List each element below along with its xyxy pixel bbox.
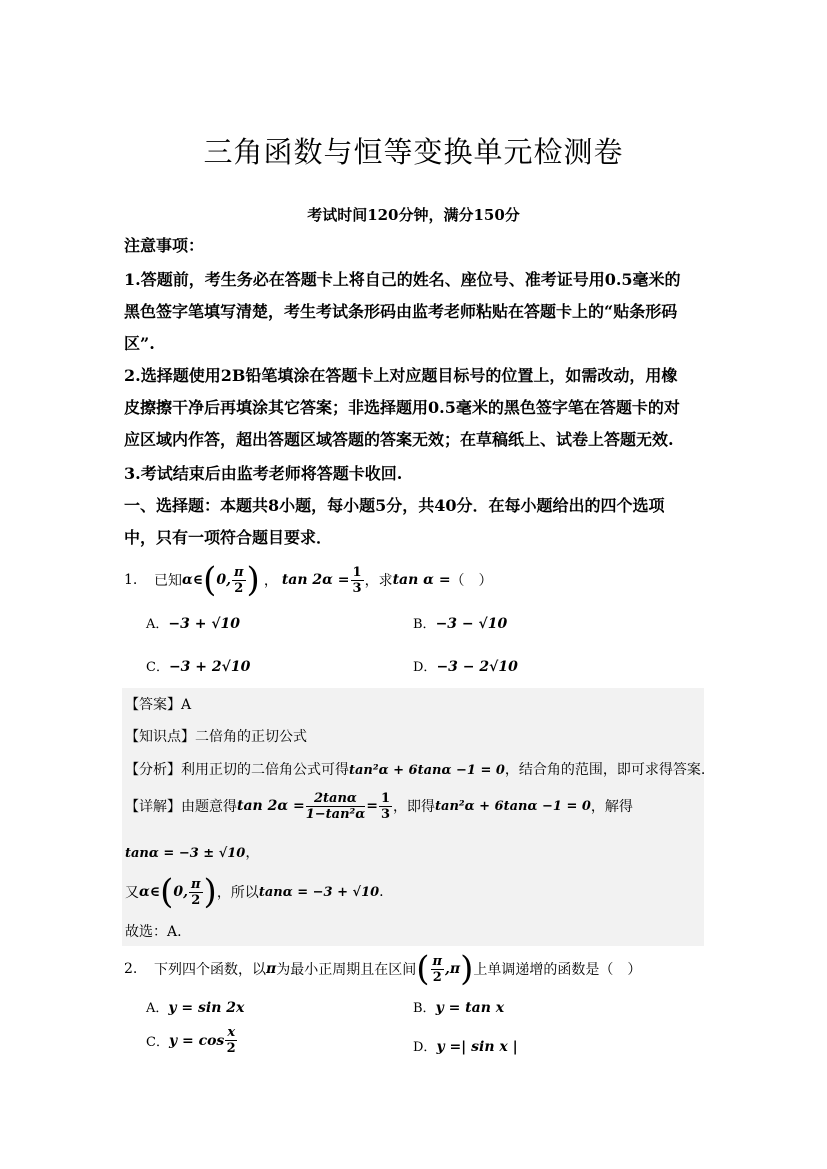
- notes-line: 皮擦擦干净后再填涂其它答案；非选择题用0.5毫米的黑色签字笔在答题卡的对: [124, 398, 680, 417]
- question-number: 1.: [124, 572, 138, 588]
- fraction: $\frac{x}{2}$: [226, 1025, 236, 1056]
- option-expression: −3 − √10: [435, 616, 508, 632]
- option-c: [146, 656, 250, 675]
- analysis-text: ，结合角的范围，即可求得答案.: [504, 762, 706, 778]
- math-expression: π: [266, 961, 277, 977]
- fraction: $\frac{1}{3}$: [380, 790, 391, 822]
- math-expression: tan α =: [392, 572, 451, 588]
- detail-text: ，即得: [393, 799, 436, 815]
- detail-text: ，解得: [590, 799, 633, 815]
- paren-left: (: [160, 872, 174, 912]
- math-expression: 0,: [216, 572, 232, 588]
- option-label: B．: [413, 617, 436, 632]
- math-expression: =: [366, 798, 378, 814]
- option-label: C．: [146, 1035, 169, 1050]
- option-d: [413, 1036, 518, 1055]
- fraction: $\frac{\pi}{2}$: [191, 876, 201, 908]
- result-line: [125, 842, 259, 862]
- fraction: $\frac{\pi}{2}$: [432, 953, 443, 985]
- paren-right: ): [460, 949, 474, 989]
- detail-line: [125, 784, 633, 828]
- option-expression: −3 + 2√10: [168, 659, 251, 675]
- notes-line: 应区域内作答，超出答题区域答题的答案无效；在草稿纸上、试卷上答题无效.: [124, 430, 674, 449]
- question-1: 1. 已知 α∈ ( 0, $\frac{\pi}{2}$ ) ， tan 2α = $\frac{1}{3}$ ，求 tan α = （ ）: [124, 560, 493, 600]
- question-number: 2.: [124, 961, 138, 977]
- conclusion-line: [125, 870, 384, 914]
- answer-line: [125, 694, 191, 714]
- analysis-line: [125, 759, 705, 779]
- punctuation: ，: [245, 845, 260, 861]
- option-b: [413, 997, 504, 1016]
- math-expression: α∈: [182, 572, 204, 588]
- math-expression: 0,: [173, 884, 189, 900]
- question-text: 下列四个函数，以: [154, 962, 266, 978]
- question-text: 上单调递增的函数是（ ）: [473, 962, 642, 978]
- paren-left: (: [203, 560, 217, 600]
- option-c: [146, 1026, 238, 1055]
- math-expression: ,π: [445, 961, 461, 977]
- option-b: [413, 613, 507, 632]
- option-label: C．: [146, 660, 169, 675]
- fraction: $\frac{2\tan\alpha}{\text{1−tan²α}}$: [305, 790, 366, 822]
- fraction: $\frac{1}{3}$: [352, 564, 362, 596]
- choose-line: 故选：A.: [125, 924, 182, 940]
- answer-value: A: [181, 697, 192, 713]
- option-expression: y = cos: [168, 1032, 225, 1049]
- detail-text: ，所以: [216, 885, 259, 901]
- notes-heading: 注意事项：: [124, 236, 205, 255]
- option-label: D．: [413, 660, 437, 675]
- question-2: [124, 947, 641, 991]
- notes-line: 3.考试结束后由监考老师将答题卡收回.: [124, 464, 403, 483]
- analysis-text: 利用正切的二倍角公式可得: [181, 762, 349, 778]
- question-text: 为最小正周期且在区间: [276, 962, 417, 978]
- math-expression: tan²α + 6tanα −1 = 0: [435, 798, 591, 814]
- punctuation: .: [379, 884, 384, 900]
- option-a: [146, 613, 240, 632]
- answer-tag: 【答案】: [125, 697, 181, 713]
- math-expression: tan 2α =: [237, 798, 305, 814]
- math-expression: tanα = −3 + √10: [258, 884, 380, 900]
- option-expression: −3 − 2√10: [436, 659, 518, 675]
- paren-left: (: [416, 949, 430, 989]
- notes-line: 1.答题前，考生务必在答题卡上将自己的姓名、座位号、准考证号用0.5毫米的: [124, 270, 681, 289]
- option-label: B．: [413, 1001, 436, 1016]
- page-title: 三角函数与恒等变换单元检测卷: [203, 135, 624, 169]
- knowledge-value: 二倍角的正切公式: [195, 729, 307, 745]
- fraction: $\frac{\pi}{2}$: [234, 564, 244, 596]
- option-expression: y = tan x: [435, 1000, 505, 1016]
- paren-right: ): [246, 560, 260, 600]
- question-text: ，求: [364, 573, 393, 589]
- exam-info: 考试时间120分钟，满分150分: [307, 206, 520, 224]
- option-a: [146, 997, 244, 1016]
- option-label: A．: [146, 617, 169, 632]
- detail-text: 由题意得: [181, 799, 237, 815]
- option-d: [413, 656, 518, 675]
- notes-line: 2.选择题使用2B铅笔填涂在答题卡上对应题目标号的位置上，如需改动，用橡: [124, 366, 678, 385]
- knowledge-tag: 【知识点】: [125, 729, 195, 745]
- notes-line: 黑色签字笔填写清楚，考生考试条形码由监考老师粘贴在答题卡上的“贴条形码: [124, 302, 678, 321]
- math-expression: tanα = −3 ± √10: [125, 846, 246, 861]
- math-expression: α∈: [139, 884, 161, 900]
- paren-right: ): [203, 872, 217, 912]
- option-label: A．: [146, 1001, 169, 1016]
- detail-tag: 【详解】: [125, 799, 181, 815]
- notes-line: 区”.: [124, 334, 155, 353]
- option-expression: y =| sin x |: [436, 1039, 518, 1055]
- option-expression: y = sin 2x: [168, 1000, 245, 1016]
- math-expression: tan²α + 6tanα −1 = 0: [349, 763, 505, 778]
- math-expression: tan 2α =: [281, 572, 350, 588]
- detail-text: 又: [125, 885, 139, 901]
- question-text: 已知: [154, 573, 182, 589]
- section-heading: 一、选择题：本题共8小题，每小题5分，共40分．在每小题给出的四个选项: [124, 496, 665, 515]
- section-heading: 中，只有一项符合题目要求．: [124, 528, 333, 547]
- answer-blank: （ ）: [450, 573, 493, 589]
- analysis-tag: 【分析】: [125, 762, 181, 778]
- option-expression: −3 + √10: [168, 616, 241, 632]
- knowledge-point-line: [125, 726, 307, 746]
- option-label: D．: [413, 1040, 437, 1055]
